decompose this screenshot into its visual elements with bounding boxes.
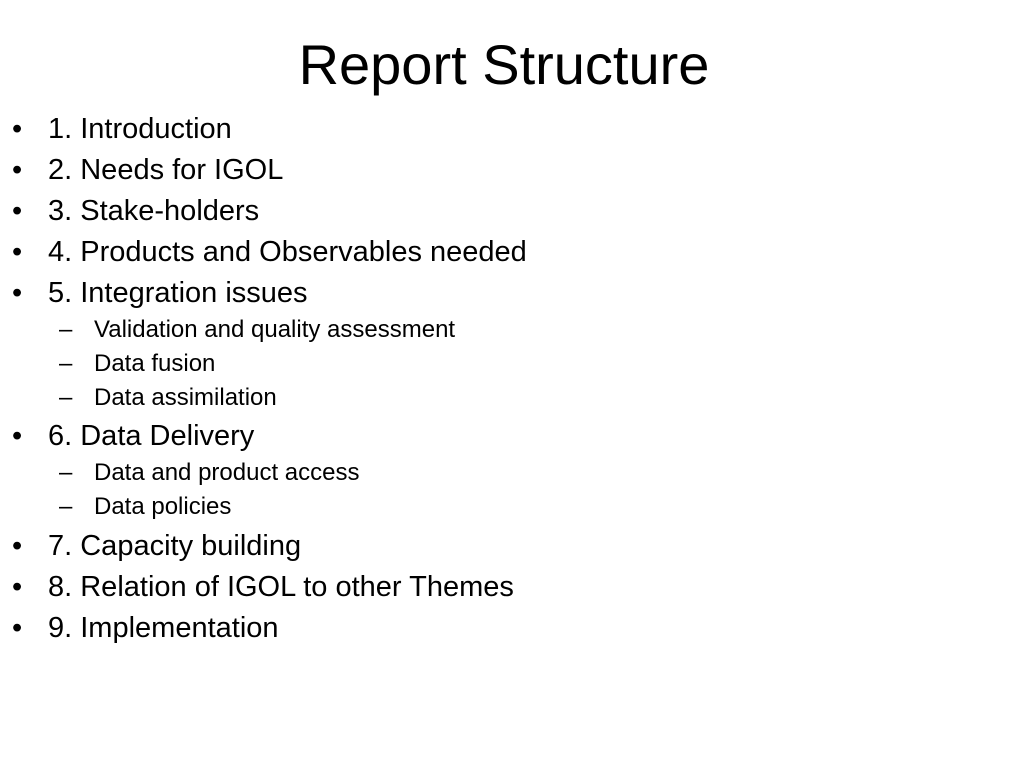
bullet-marker: • bbox=[12, 236, 23, 268]
outline-item-label: 3. Stake-holders bbox=[48, 195, 260, 227]
dash-marker: – bbox=[59, 350, 73, 377]
dash-marker: – bbox=[59, 384, 73, 411]
dash-marker: – bbox=[59, 316, 73, 343]
outline-item-label: 9. Implementation bbox=[48, 612, 279, 644]
bullet-marker: • bbox=[12, 154, 23, 186]
bullet-marker: • bbox=[12, 420, 23, 452]
dash-marker: – bbox=[59, 493, 73, 520]
bullet-marker: • bbox=[12, 277, 23, 309]
bullet-marker: • bbox=[12, 612, 23, 644]
outline-subitem-label: Data policies bbox=[94, 493, 232, 520]
bullet-marker: • bbox=[12, 571, 23, 603]
outline-item-label: 2. Needs for IGOL bbox=[48, 154, 284, 186]
outline-item-label: 7. Capacity building bbox=[48, 530, 302, 562]
outline-item-label: 1. Introduction bbox=[48, 113, 232, 145]
outline-subitem-label: Data fusion bbox=[94, 350, 216, 377]
outline-item-label: 4. Products and Observables needed bbox=[48, 236, 527, 268]
bullet-marker: • bbox=[12, 530, 23, 562]
outline-subitem-label: Validation and quality assessment bbox=[94, 316, 456, 343]
outline-subitem-label: Data assimilation bbox=[94, 384, 277, 411]
outline-subitem-label: Data and product access bbox=[94, 459, 360, 486]
dash-marker: – bbox=[59, 459, 73, 486]
outline-item-label: 8. Relation of IGOL to other Themes bbox=[48, 571, 514, 603]
bullet-marker: • bbox=[12, 195, 23, 227]
outline-item-label: 6. Data Delivery bbox=[48, 420, 255, 452]
outline-item-label: 5. Integration issues bbox=[48, 277, 308, 309]
bullet-marker: • bbox=[12, 113, 23, 145]
slide-title: Report Structure bbox=[298, 33, 710, 96]
